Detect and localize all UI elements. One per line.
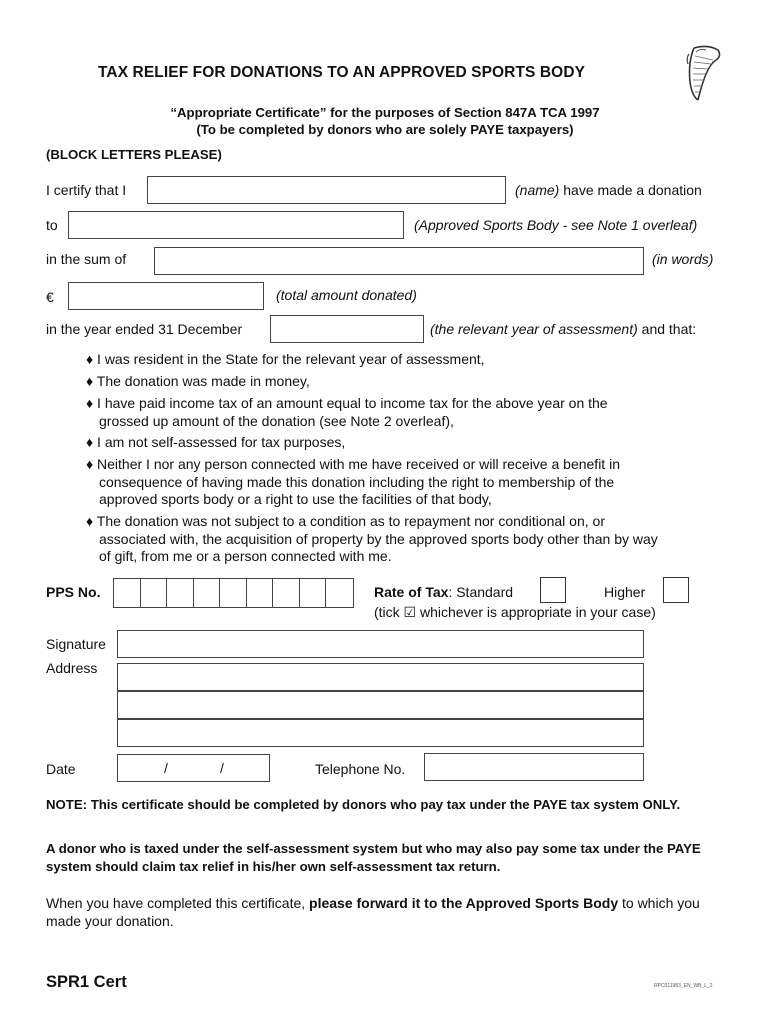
bullet-not-self-assessed: ♦ I am not self-assessed for tax purposes,	[86, 434, 346, 450]
signature-label: Signature	[46, 636, 106, 652]
harp-logo	[684, 42, 724, 104]
date-label: Date	[46, 761, 76, 777]
bullet-no-benefit: ♦ Neither I nor any person connected with me have received or will receive a benefit in consequence of having made this donation including the right to membership of the approved sports body or a right to use the facilities of that body,	[86, 456, 620, 507]
bullet-income-tax: ♦ I have paid income tax of an amount equal to income tax for the above year on the grossed up amount of the donation (see Note 2 overleaf),	[86, 395, 608, 429]
year-field[interactable]	[270, 315, 424, 343]
higher-rate-checkbox[interactable]	[663, 577, 689, 603]
higher-rate-label: Higher	[604, 584, 646, 600]
pps-number-boxes[interactable]	[113, 578, 354, 608]
telephone-field[interactable]	[424, 753, 644, 781]
subtitle-instructions: (To be completed by donors who are solely PAYE taxpayers)	[196, 122, 574, 137]
sum-words-hint: (in words)	[652, 251, 714, 267]
pps-box[interactable]	[300, 579, 327, 607]
total-amount-hint: (total amount donated)	[276, 287, 417, 303]
form-code-label: SPR1 Cert	[46, 973, 127, 991]
address-line-2[interactable]	[117, 691, 644, 719]
total-amount-field[interactable]	[68, 282, 264, 310]
sum-label: in the sum of	[46, 251, 127, 267]
certify-label: I certify that I	[46, 182, 127, 198]
address-line-1[interactable]	[117, 663, 644, 691]
pps-box[interactable]	[141, 579, 168, 607]
rate-of-tax-label: Rate of Tax: Standard	[374, 584, 514, 600]
document-reference-code: RPC011983_EN_WB_L_2	[654, 983, 713, 989]
year-label: in the year ended 31 December	[46, 321, 243, 337]
tick-instruction: (tick ☑ whichever is appropriate in your case)	[374, 604, 656, 620]
telephone-label: Telephone No.	[315, 761, 406, 777]
address-line-3[interactable]	[117, 719, 644, 747]
pps-box[interactable]	[114, 579, 141, 607]
euro-label: €	[46, 289, 54, 305]
sports-body-field[interactable]	[68, 211, 404, 239]
bullet-resident: ♦ I was resident in the State for the relevant year of assessment,	[86, 351, 485, 367]
pps-box[interactable]	[220, 579, 247, 607]
date-field[interactable]	[117, 754, 270, 782]
pps-box[interactable]	[326, 579, 353, 607]
note-paye-only: NOTE: This certificate should be completed by donors who pay tax under the PAYE tax system ONLY.	[46, 797, 681, 812]
date-separator: /	[164, 760, 168, 776]
name-field[interactable]	[147, 176, 506, 204]
pps-box[interactable]	[273, 579, 300, 607]
standard-rate-checkbox[interactable]	[540, 577, 566, 603]
signature-field[interactable]	[117, 630, 644, 658]
sports-body-hint: (Approved Sports Body - see Note 1 overleaf)	[414, 217, 698, 233]
forward-instruction: When you have completed this certificate, please forward it to the Approved Sports Body to which you made your donation.	[46, 895, 700, 929]
pps-box[interactable]	[194, 579, 221, 607]
to-label: to	[46, 217, 58, 233]
pps-box[interactable]	[247, 579, 274, 607]
bullet-no-condition: ♦ The donation was not subject to a condition as to repayment nor conditional on, or associated with, the acquisition of property by the approved sports body other than by way of gift, from me or a person connected with me.	[86, 513, 658, 564]
note-self-assessment: A donor who is taxed under the self-assessment system but who may also pay some tax under the PAYE system should claim tax relief in his/her own self-assessment tax return.	[46, 841, 701, 874]
page-title: TAX RELIEF FOR DONATIONS TO AN APPROVED SPORTS BODY	[98, 64, 586, 81]
block-letters-note: (BLOCK LETTERS PLEASE)	[46, 147, 222, 162]
subtitle-section: “Appropriate Certificate” for the purposes of Section 847A TCA 1997	[170, 105, 600, 120]
pps-label: PPS No.	[46, 584, 101, 600]
date-separator: /	[220, 760, 224, 776]
address-label: Address	[46, 660, 98, 676]
year-hint: (the relevant year of assessment) and that:	[430, 321, 697, 337]
pps-box[interactable]	[167, 579, 194, 607]
name-hint: (name) have made a donation	[515, 182, 702, 198]
bullet-money: ♦ The donation was made in money,	[86, 373, 310, 389]
sum-words-field[interactable]	[154, 247, 644, 275]
